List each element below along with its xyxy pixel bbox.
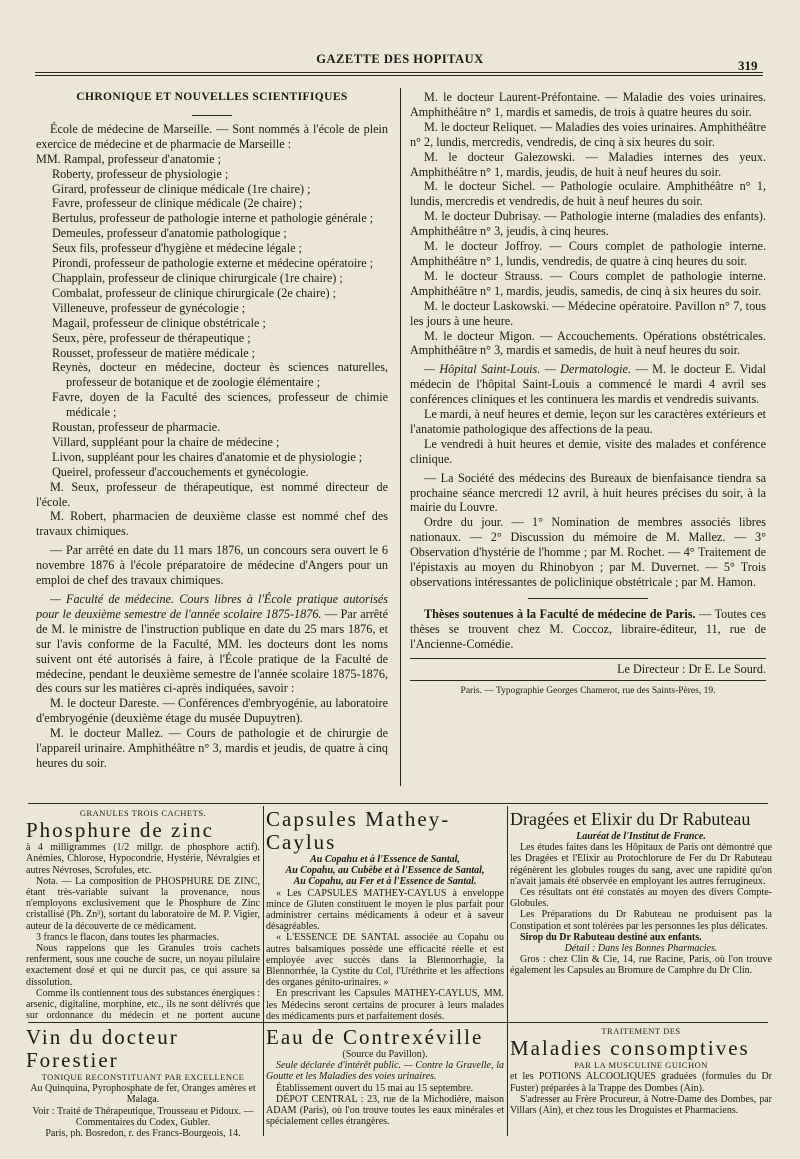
societe-paragraph: — La Société des médecins des Bureaux de bienfaisance tiendra sa prochaine séance mercredi 12 avril, à huit heures précises du soir, à la mairie du Louvre. <box>410 470 766 515</box>
header-rule-2 <box>35 75 763 76</box>
section-separator <box>528 598 648 599</box>
directeur-rule <box>410 658 766 659</box>
faculty-title: — Faculté de médecine. Cours libres à l'École pratique autorisés pour le deuxième semestre de l'année scolaire 1875-1876. <box>36 592 388 621</box>
marseille-item: Queirel, professeur d'accouchements et gynécologie. <box>52 464 309 479</box>
ad-eau-contrexeville <box>266 1026 504 1138</box>
ad-vin-l1: TONIQUE RECONSTITUANT PAR EXCELLENCE <box>41 1072 245 1082</box>
ad-capsules-p3: En prescrivant les Capsules MATHEY-CAYLUS, MM. les Médecins seront certains de procurer à leurs malades des médicaments purs et parfaitement dosés. <box>266 988 504 1020</box>
marseille-item: Girard, professeur de clinique médicale (1re chaire) ; <box>52 181 311 196</box>
ad-capsules-p1: « Les CAPSULES MATHEY-CAYLUS à enveloppe mince de Gluten constituent le moyen le plus parfait pour administrer certains médicaments à odeur et à saveur désagréables. <box>266 887 504 933</box>
ads-top-rule <box>28 803 768 804</box>
header-rule <box>35 72 763 73</box>
course-entry: M. le docteur Galezowski. — Maladies internes des yeux. Amphithéâtre n° 1, mardis, jeudis, de huit à neuf heures du soir. <box>410 149 766 179</box>
faculty-text: — Par arrêté de M. le ministre de l'instruction publique en date du 25 mars 1876, et sur l'avis conforme de la Faculté, MM. les docteurs dont les noms suivent ont été autorisés à faire, à l'École pratique de la Faculté de médecine, pendant le deuxième semestre de l'année scolaire 1875-1876, des cours sur les matières ci-après indiquées, savoir : <box>36 606 388 696</box>
marseille-list <box>36 167 388 480</box>
imprint-rule <box>410 680 766 681</box>
saint-louis-title: — Hôpital Saint-Louis. — Dermatologie. <box>424 362 631 377</box>
ordre-du-jour: Ordre du jour. — 1° Nomination de membres associés libres nationaux. — 2° Discussion du mémoire de M. Mallez. — 3° Observation d'hystérie de l'homme ; par M. Rochet. — 4° Traitement de l'épistaxis au moyen du Rhinobyon ; par M. Duvernet. — 5° Trois observations intéressantes de policlinique obstétricale ; par M. Hamon. <box>410 515 766 589</box>
marseille-item: Demeules, professeur d'anatomie pathologique ; <box>52 226 287 241</box>
ad-maladies-p2: S'adresser au Frère Procureur, à Notre-Dame des Dombes, par Villars (Ain), et chez tous les Droguistes et Pharmaciens. <box>510 1093 772 1117</box>
ad-capsules-sub: Au Copahu, au Cubèbe et à l'Essence de Santal, <box>285 865 485 877</box>
ad-maladies-p1: et les POTIONS ALCOOLIQUES graduées (formules du Dr Fuster) préparées à la Trappe des Dombes (Ain). <box>510 1071 772 1094</box>
ad-dragees-sub: Lauréat de l'Institut de France. <box>576 831 706 842</box>
ad-maladies-top: TRAITEMENT DES <box>601 1026 681 1036</box>
course-entry: M. le docteur Laurent-Préfontaine. — Maladie des voies urinaires. Amphithéâtre n° 1, mardis et samedis, de trois à quatre heures du soir. <box>410 90 766 119</box>
ad-capsules-title: Capsules Mathey-Caylus <box>266 808 451 854</box>
ad-vin-l2: Au Quinquina, Pyrophosphate de fer, Oranges amères et Malaga. <box>30 1083 256 1106</box>
page-number: 319 <box>738 58 758 73</box>
left-column <box>36 90 388 790</box>
theses-paragraph <box>410 607 766 652</box>
theses-text: — Toutes ces thèses se trouvent chez M. Coccoz, libraire-éditeur, 11, rue de l'Ancienne-Comédie. <box>410 606 766 651</box>
marseille-item: Chapplain, professeur de clinique chirurgicale (1re chaire) ; <box>52 270 343 285</box>
saint-louis-p3: Le vendredi à huit heures et demie, visite des malades et conférence clinique. <box>410 436 766 466</box>
ad-dragees-title: Dragées et Elixir du Dr Rabuteau <box>510 809 751 829</box>
marseille-item: Roberty, professeur de physiologie ; <box>52 166 229 181</box>
saint-louis-p2: Le mardi, à neuf heures et demie, leçon sur les caractères extérieurs et l'anatomie pathologique des affections de la peau. <box>410 407 766 436</box>
ad-capsules-p2: « L'ESSENCE DE SANTAL associée au Copahu ou autres balsamiques possède une efficacité réelle et est employée avec succès dans la Blennorrhagie, la Blennorrhée, la Cystite du Col, l'Uréthrite et les affections des organes génito-urinaires. » <box>266 932 504 989</box>
ad-capsules-sub: Au Copahu et à l'Essence de Santal, <box>310 854 460 865</box>
seux-note: M. Seux, professeur de thérapeutique, est nommé directeur de l'école. <box>36 479 388 509</box>
ads-divider-1 <box>263 806 264 1136</box>
ad-dragees-p3: Les Préparations du Dr Rabuteau ne produisent pas la Constipation et sont tolérées par les personnes les plus délicates. <box>510 909 772 932</box>
ad-phosphure-price: 3 francs le flacon, dans toutes les pharmacies. <box>36 931 219 943</box>
ad-phosphure-title: Phosphure de zinc <box>26 818 214 843</box>
ad-dragees-p2: Ces résultats ont été constatés au moyen des divers Compte-Globules. <box>510 887 772 910</box>
course-entry: M. le docteur Laskowski. — Médecine opératoire. Pavillon n° 7, tous les jours à une heure. <box>410 298 766 328</box>
marseille-item: Reynès, docteur en médecine, docteur ès sciences naturelles, professeur de botanique et de zoologie élémentaire ; <box>52 360 388 390</box>
ad-maladies-title: Maladies consomptives <box>510 1036 750 1061</box>
theses-title: Thèses soutenues à la Faculté de médecine de Paris. <box>424 606 696 621</box>
ad-phosphure-zinc <box>26 808 260 1020</box>
column-divider <box>400 88 401 786</box>
ad-maladies-by: PAR LA MUSCULINE GUICHON <box>574 1060 708 1071</box>
course-entry: M. le docteur Sichel. — Pathologie oculaire. Amphithéâtre n° 1, lundis, mercredis et vendredis, de huit à neuf heures du soir. <box>410 179 766 209</box>
ad-eau-p3: DÉPOT CENTRAL : 23, rue de la Michodière, maison ADAM (Paris), où l'on trouve toutes les eaux minérales et spécialement celles étrangères. <box>266 1093 504 1128</box>
ad-phosphure-nota: Nota. — La composition de PHOSPHURE DE ZINC, étant très-variable suivant la provenance, nous n'employons exclusivement que le Phosphure de Zinc cristallisé (Ph. Zn³), sortant du laboratoire de M. P. Vigier, auteur de la découverte de ce médicament. <box>26 875 260 932</box>
ad-maladies-consomptives <box>510 1026 772 1138</box>
section-heading-rule <box>192 115 232 116</box>
ad-capsules <box>266 808 504 1020</box>
section-heading: CHRONIQUE ET NOUVELLES SCIENTIFIQUES <box>76 91 348 103</box>
ad-eau-source: (Source du Pavillon). <box>342 1049 428 1060</box>
course-entry: M. le docteur Dareste. — Conférences d'embryogénie, au laboratoire d'embryogénie (deuxième étage du musée Dupuytren). <box>36 696 388 726</box>
ad-phosphure-top: GRANULES TROIS CACHETS. <box>79 808 207 818</box>
ad-eau-p1: Seule déclarée d'intérêt public. — Contre la Gravelle, la Goutte et les Maladies des voies urinaires. <box>266 1060 504 1083</box>
marseille-item: Pirondi, professeur de pathologie externe et médecine opératoire ; <box>52 256 374 271</box>
course-entry: M. le docteur Migon. — Accouchements. Opérations obstétricales. Amphithéâtre n° 3, mardis et samedis, de huit à neuf heures du soir. <box>410 328 766 358</box>
directeur-line: Le Directeur : Dr E. Le Sourd. <box>617 661 766 676</box>
ad-dragees-p1: Les études faites dans les Hôpitaux de Paris ont démontré que les Dragées et l'Elixir au Protochlorure de Fer du Dr Rabuteau régénèrent les globules rouges du sang, avec une rapidité qu'on n'avait jamais été observée en employant les autres ferrugineux. <box>510 842 772 887</box>
ad-phosphure-text: à 4 milligrammes (1/2 millgr. de phosphore actif). Anémies, Chlorose, Hypocondrie, Hystérie, Névralgies et autres Névroses, Scrofules, etc. <box>26 842 260 876</box>
right-column <box>410 90 766 790</box>
marseille-item: Rousset, professeur de matière médicale ; <box>52 345 256 360</box>
marseille-item: Roustan, professeur de pharmacie. <box>52 420 221 435</box>
course-entry: M. le docteur Joffroy. — Cours complet de pathologie interne. Amphithéâtre n° 1, lundis, vendredis, de quatre à cinq heures du soir. <box>410 239 766 268</box>
marseille-item: Favre, doyen de la Faculté des sciences, professeur de chimie médicale ; <box>52 390 388 420</box>
marseille-item: Seux, père, professeur de thérapeutique ; <box>52 330 251 345</box>
masthead-title: GAZETTE DES HOPITAUX <box>316 52 484 66</box>
ads-middle-rule <box>28 1022 768 1023</box>
marseille-item: Livon, suppléant pour les chaires d'anatomie et de physiologie ; <box>52 449 363 464</box>
ad-eau-p2: Établissement ouvert du 15 mai au 15 septembre. <box>276 1082 474 1094</box>
course-entry: M. le docteur Strauss. — Cours complet de pathologie interne. Amphithéâtre n° 1, mardis, jeudis, samedis, de cinq à six heures du soir. <box>410 268 766 298</box>
course-entry: M. le docteur Reliquet. — Maladies des voies urinaires. Amphithéâtre n° 2, lundis, mercredis, vendredis, de cinq à six heures du soir. <box>410 119 766 149</box>
marseille-item: Villard, suppléant pour la chaire de médecine ; <box>52 434 280 449</box>
saint-louis-paragraph <box>410 362 766 407</box>
imprint-line: Paris. — Typographie Georges Chamerot, rue des Saints-Pères, 19. <box>460 685 716 696</box>
faculty-paragraph <box>36 592 388 696</box>
ad-phosphure-rappel: Nous rappelons que les Granules trois cachets renferment, sous une couche de sucre, un noyau pilulaire exactement dosé et qui ne durcit pas, ce qui assure sa dissolution. <box>26 943 260 988</box>
ad-dragees-rabuteau <box>510 808 772 1020</box>
marseille-item: Seux fils, professeur d'hygiène et médecine légale ; <box>52 241 302 256</box>
ad-phosphure-final: Comme ils contiennent tous des substances énergiques : arsenic, digitaline, morphine, etc., ils ne sont délivrés que sur ordonnance du médecin et ne portent aucune <box>26 987 260 1020</box>
marseille-intro: École de médecine de Marseille. — Sont nommés à l'école de plein exercice de médecine et de pharmacie de Marseille : <box>36 121 388 151</box>
course-entry: M. le docteur Dubrisay. — Pathologie interne (maladies des enfants). Amphithéâtre n° 3, jeudis, à cinq heures. <box>410 209 766 239</box>
marseille-item: Combalat, professeur de clinique chirurgicale (2e chaire) ; <box>52 285 337 300</box>
ad-dragees-detail: Détail : Dans les Bonnes Pharmacies. <box>564 943 718 955</box>
angers-note: — Par arrêté en date du 11 mars 1876, un concours sera ouvert le 6 novembre 1876 à l'école préparatoire de médecine d'Angers pour un emploi de chef des travaux chimiques. <box>36 543 388 588</box>
marseille-item: Villeneuve, professeur de gynécologie ; <box>52 300 246 315</box>
ad-vin-l4: Paris, ph. Bosredon, r. des Francs-Bourgeois, 14. <box>45 1128 241 1138</box>
ad-eau-title: Eau de Contrexéville <box>266 1026 484 1049</box>
marseille-item: Bertulus, professeur de pathologie interne et pathologie générale ; <box>52 211 374 226</box>
ads-divider-2 <box>507 806 508 1136</box>
ad-vin-l3: Voir : Traité de Thérapeutique, Trousseau et Pidoux. — Commentaires du Codex, Gubler. <box>32 1105 254 1128</box>
ad-vin-forestier <box>26 1026 260 1138</box>
marseille-item: Favre, professeur de clinique médicale (2e chaire) ; <box>52 196 303 211</box>
marseille-lead: MM. Rampal, professeur d'anatomie ; <box>36 151 221 166</box>
ad-dragees-p4: Sirop du Dr Rabuteau destiné aux enfants. <box>520 931 702 943</box>
saint-louis-text: — M. le docteur E. Vidal médecin de l'hôpital Saint-Louis a commencé le mardi 4 avril ses conférences cliniques et les continuera les mardis et vendredis suivants. <box>410 362 766 407</box>
ad-dragees-gros: Gros : chez Clin & Cie, 14, rue Racine, Paris, où l'on trouve également les Capsules au Bromure de Camphre du Dr Clin. <box>510 954 772 977</box>
ad-vin-title: Vin du docteur Forestier <box>26 1026 179 1072</box>
marseille-item: Magail, professeur de clinique obstétricale ; <box>52 315 266 330</box>
robert-note: M. Robert, pharmacien de deuxième classe est nommé chef des travaux chimiques. <box>36 509 388 539</box>
ad-capsules-sub: Au Copahu, au Fer et à l'Essence de Santal. <box>293 876 477 888</box>
course-entry: M. le docteur Mallez. — Cours de pathologie et de chirurgie de l'appareil urinaire. Amphithéâtre n° 3, mardis et jeudis, de quatre à cinq heures du soir. <box>36 726 388 770</box>
